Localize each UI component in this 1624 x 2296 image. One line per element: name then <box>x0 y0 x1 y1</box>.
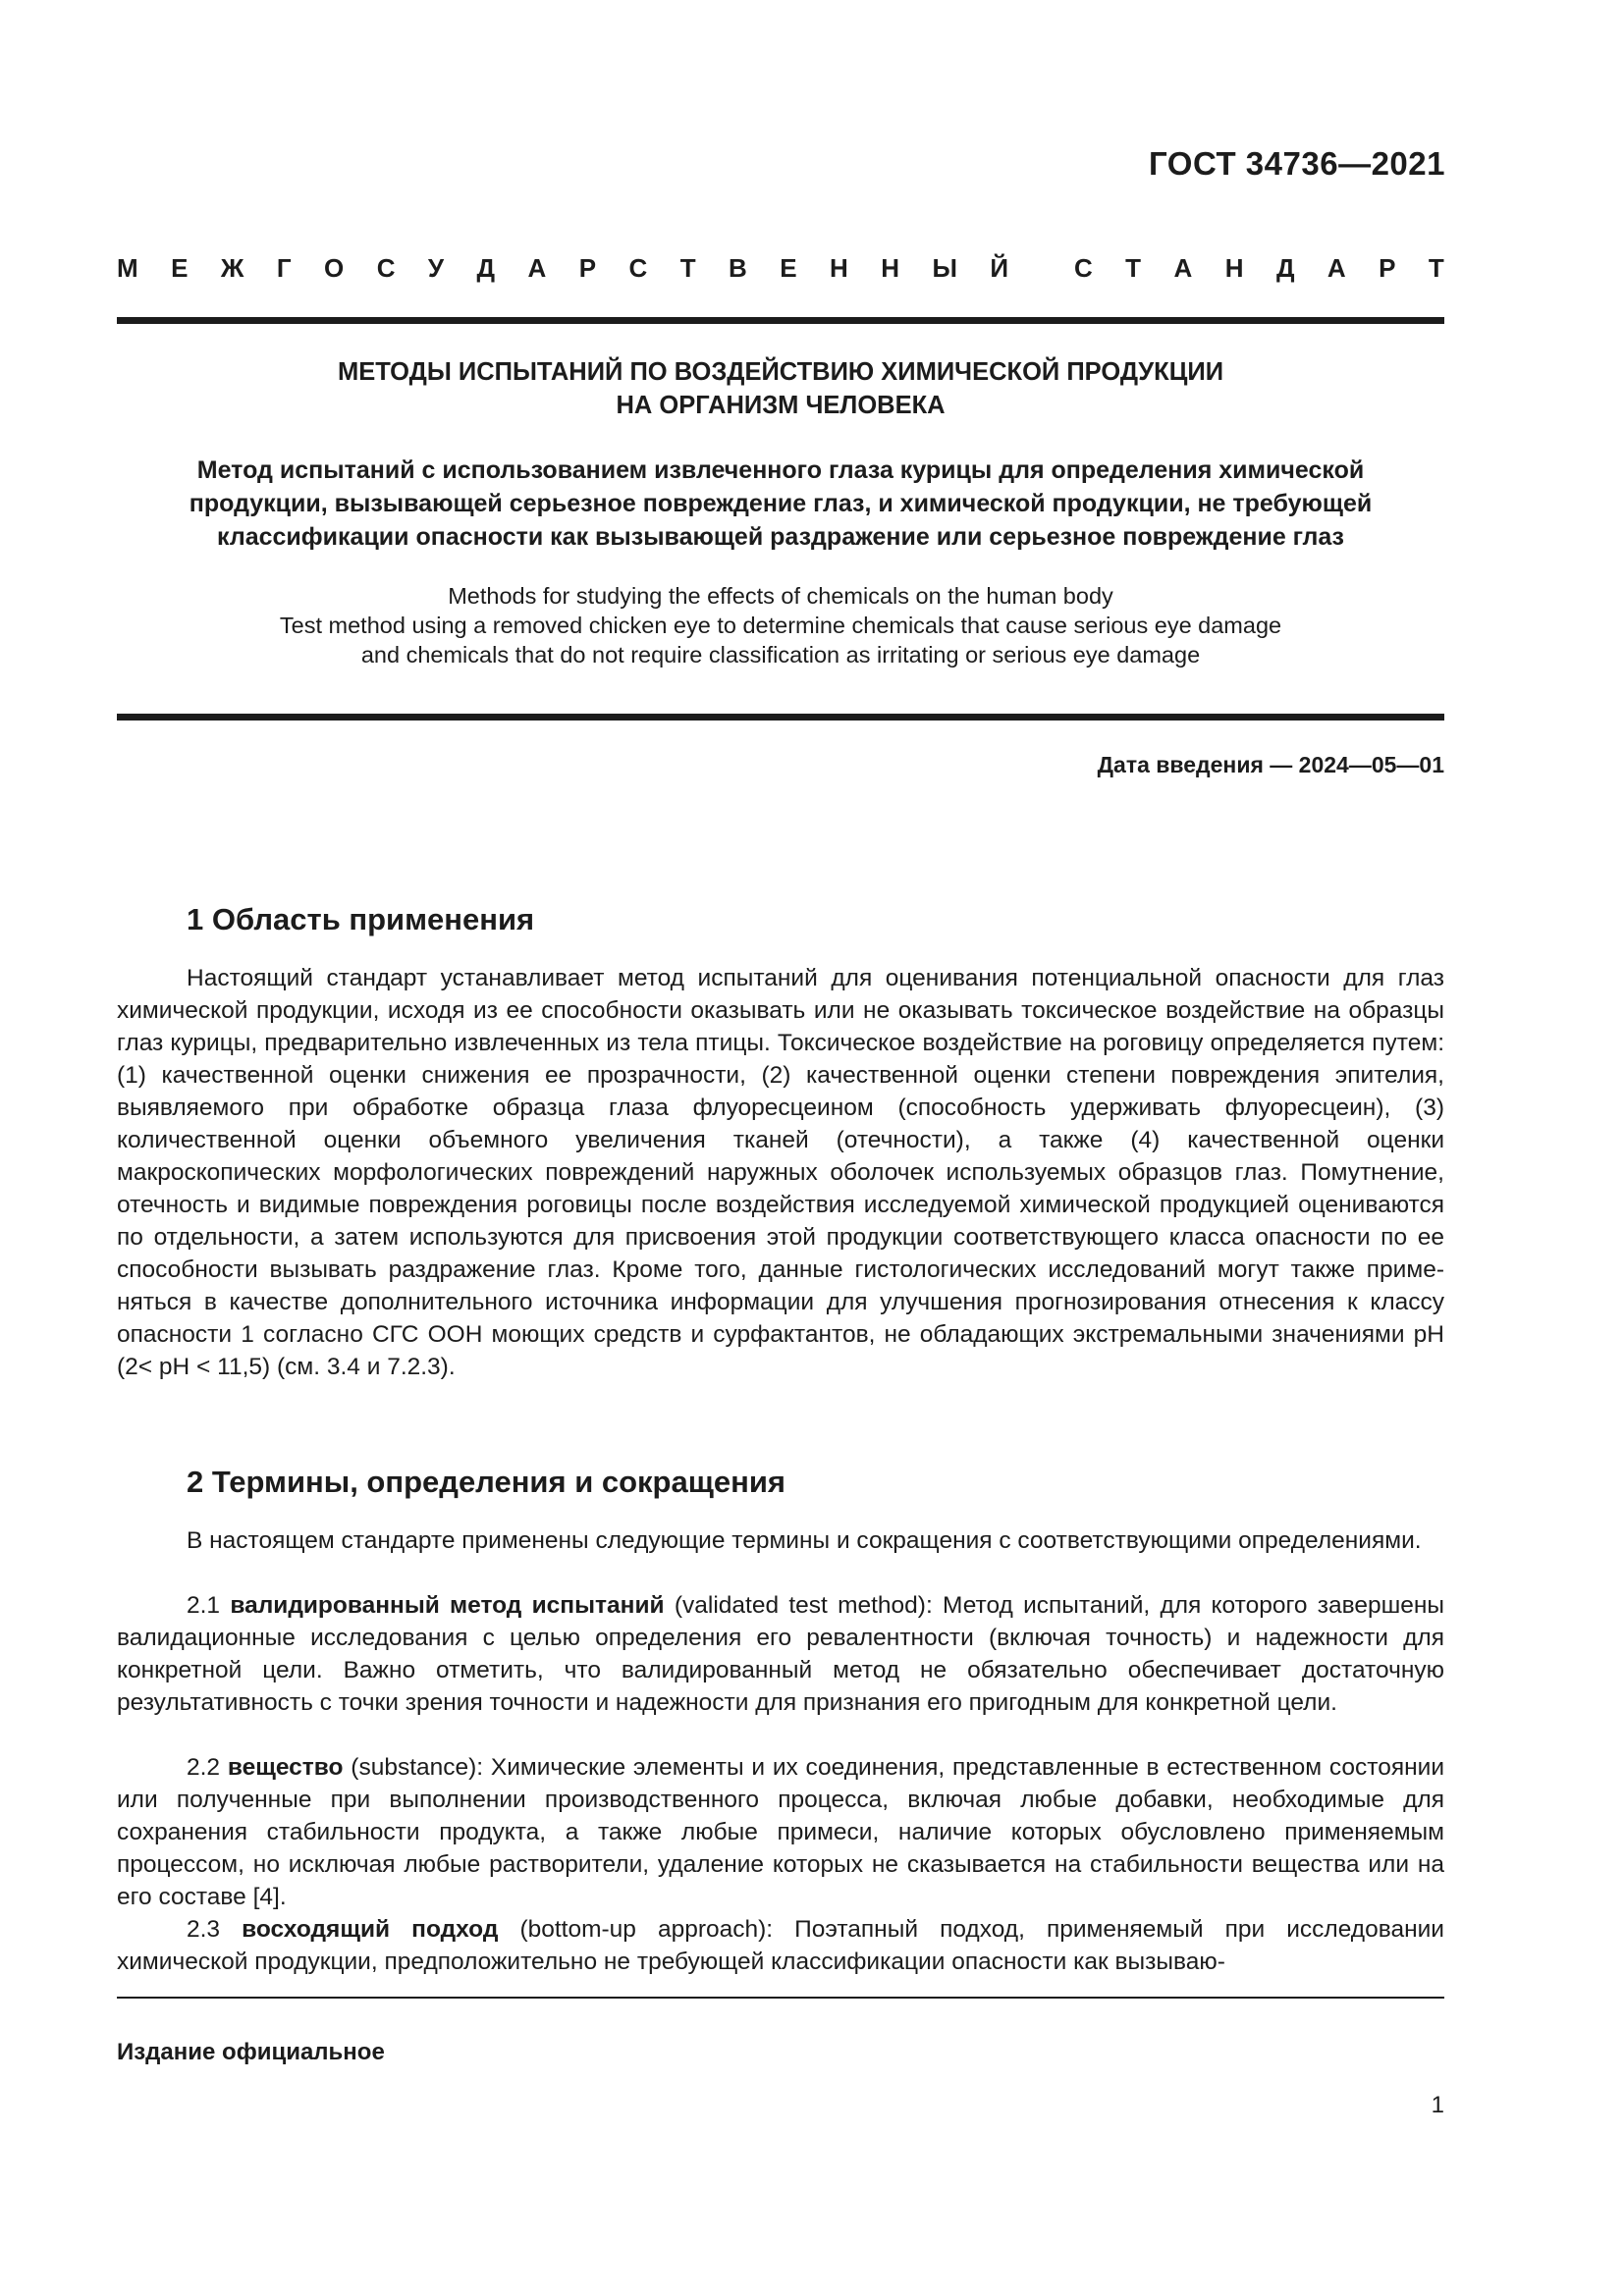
main-title <box>117 355 1444 422</box>
term-number: 2.2 <box>187 1754 221 1781</box>
term-2-3-paragraph <box>117 1913 1444 1978</box>
term-number: 2.3 <box>187 1916 221 1943</box>
introduction-date: Дата введения — 2024—05—01 <box>1097 752 1444 777</box>
top-divider <box>117 317 1444 324</box>
term-definition: (substance): Химические элементы и их соединения, представленные в естественном состоянии или полученные при выполнении производственного процесса, включая любые добавки, необходимые для сохранения стабильности продукта, а также любые примеси, наличие которых обусловлено применяемым процессом, но исключая любые растворители, удаление которых не сказывается на стабильности вещества или на его составе [4]. <box>117 1754 1445 1910</box>
standard-type-letter: В <box>729 253 747 283</box>
standard-type-letter: О <box>324 253 345 283</box>
standard-type-letter: Ж <box>220 253 244 283</box>
main-title-line: НА ОРГАНИЗМ ЧЕЛОВЕКА <box>616 392 946 419</box>
standard-type-letter: Ы <box>932 253 957 283</box>
standard-type-letter: А <box>1326 253 1346 283</box>
standard-type-letter: Т <box>1428 253 1444 283</box>
term-definition: (bottom-up approach): Поэтапный подход, применяемый при исследовании химической продукции, предположительно не требующей классификации опасности как вызываю- <box>117 1916 1444 1975</box>
gost-number: ГОСТ 34736—2021 <box>1149 145 1445 182</box>
term-name: вещество <box>227 1754 344 1781</box>
term-number: 2.1 <box>187 1592 221 1619</box>
english-title-line: Test method using a removed chicken eye to determine chemicals that cause serious eye damage <box>279 613 1282 638</box>
term-name: валидированный метод испытаний <box>230 1592 665 1619</box>
official-edition-label: Издание официальное <box>117 2039 385 2065</box>
term-2-2-paragraph <box>117 1751 1444 1913</box>
section-2-intro-paragraph <box>117 1524 1444 1557</box>
standard-type-letter: С <box>628 253 648 283</box>
standard-type-letter: Д <box>476 253 496 283</box>
standard-type-letter: Т <box>1125 253 1142 283</box>
standard-type-letter: Й <box>990 253 1009 283</box>
section-2-intro-text: В настоящем стандарте применены следующие термины и сокращения с соответствующими определениями. <box>187 1527 1422 1554</box>
footer-divider <box>117 1997 1444 1999</box>
sub-title-line: продукции, вызывающей серьезное повреждение глаз, и химической продукции, не требующей <box>189 490 1373 517</box>
standard-type-letter: С <box>376 253 396 283</box>
section-1-paragraph <box>117 962 1444 1383</box>
english-title-line: and chemicals that do not require classification as irritating or serious eye damage <box>360 642 1201 667</box>
main-title-line: МЕТОДЫ ИСПЫТАНИЙ ПО ВОЗДЕЙСТВИЮ ХИМИЧЕСКОЙ ПРОДУКЦИИ <box>337 358 1224 386</box>
standard-type-letter: Н <box>830 253 848 283</box>
title-divider <box>117 714 1444 721</box>
term-2-1-paragraph <box>117 1589 1444 1719</box>
standard-type-letter: Н <box>1224 253 1244 283</box>
standard-type-letter: С <box>1073 253 1093 283</box>
page-number: 1 <box>1431 2092 1444 2118</box>
standard-type-letter: Е <box>171 253 189 283</box>
standard-type-letter: Р <box>1379 253 1396 283</box>
standard-type-letter: Г <box>276 253 292 283</box>
section-1-heading: 1 Область применения <box>187 902 535 936</box>
standard-type-letter: А <box>527 253 547 283</box>
term-definition: (validated test method): Метод испытаний, для которого завершены валидационные исследования с целью определения его ревалентности (включая точность) и надежности для конкретной цели. Важно отметить, что валидированный метод не обязательно обеспечивает достаточную результативность с точки зрения точности и надежности для признания его пригодным для конкретной цели. <box>117 1592 1445 1716</box>
standard-type-letter: Т <box>679 253 696 283</box>
standard-type-letter: А <box>1173 253 1193 283</box>
section-2-heading: 2 Термины, определения и сокращения <box>187 1465 785 1499</box>
standard-type-letter: Н <box>881 253 900 283</box>
english-title <box>117 581 1444 669</box>
standard-type-letter: Е <box>780 253 797 283</box>
sub-title-line: классификации опасности как вызывающей раздражение или серьезное повреждение глаз <box>217 523 1344 551</box>
english-title-line: Methods for studying the effects of chemicals on the human body <box>448 583 1113 609</box>
standard-type-letter: М <box>117 253 138 283</box>
term-name: восходящий подход <box>242 1916 499 1943</box>
standard-type-letter: У <box>427 253 445 283</box>
standard-type-heading <box>117 253 1444 284</box>
sub-title <box>117 454 1444 554</box>
section-1-text: Настоящий стандарт устанавливает метод испытаний для оценивания потенциальной опасности для глаз химической продукции, исходя из ее способности оказывать или не оказывать токсическое воздействие на образцы глаз курицы, предварительно извлеченных из тела птицы. Токсическое воздействие на роговицу определяется путем: (1) качественной оценки снижения ее прозрачности, (2) качественной оценки степени повреждения эпителия, выявляемого при обработке образца глаза флуоресцеином (способность удерживать флуоресцеин), (3) количественной оценки объемного увеличения тканей (отечности), а также (4) качественной оценки макроскопических морфологических повреждений наружных оболочек используемых образцов глаз. Помутнение, отечность и видимые повреждения роговицы после воздействия исследуемой химической продукцией оцениваются по отдельности, а затем используются для присвоения этой продукции соответствующего класса опасности по ее способности вызывать раздражение глаз. Кроме того, данные гистологических исследований могут также применяться в качестве дополнительного источника информации для улучшения прогнозирования отнесения к классу опасности 1 согласно СГС ООН моющих средств и сурфактантов, не обладающих экстремальными значениями рН (2< рН < 11,5) (см. 3.4 и 7.2.3). <box>117 965 1444 1380</box>
standard-type-letter: Д <box>1275 253 1295 283</box>
standard-type-letter: Р <box>578 253 597 283</box>
sub-title-line: Метод испытаний с использованием извлеченного глаза курицы для определения химической <box>196 456 1365 484</box>
